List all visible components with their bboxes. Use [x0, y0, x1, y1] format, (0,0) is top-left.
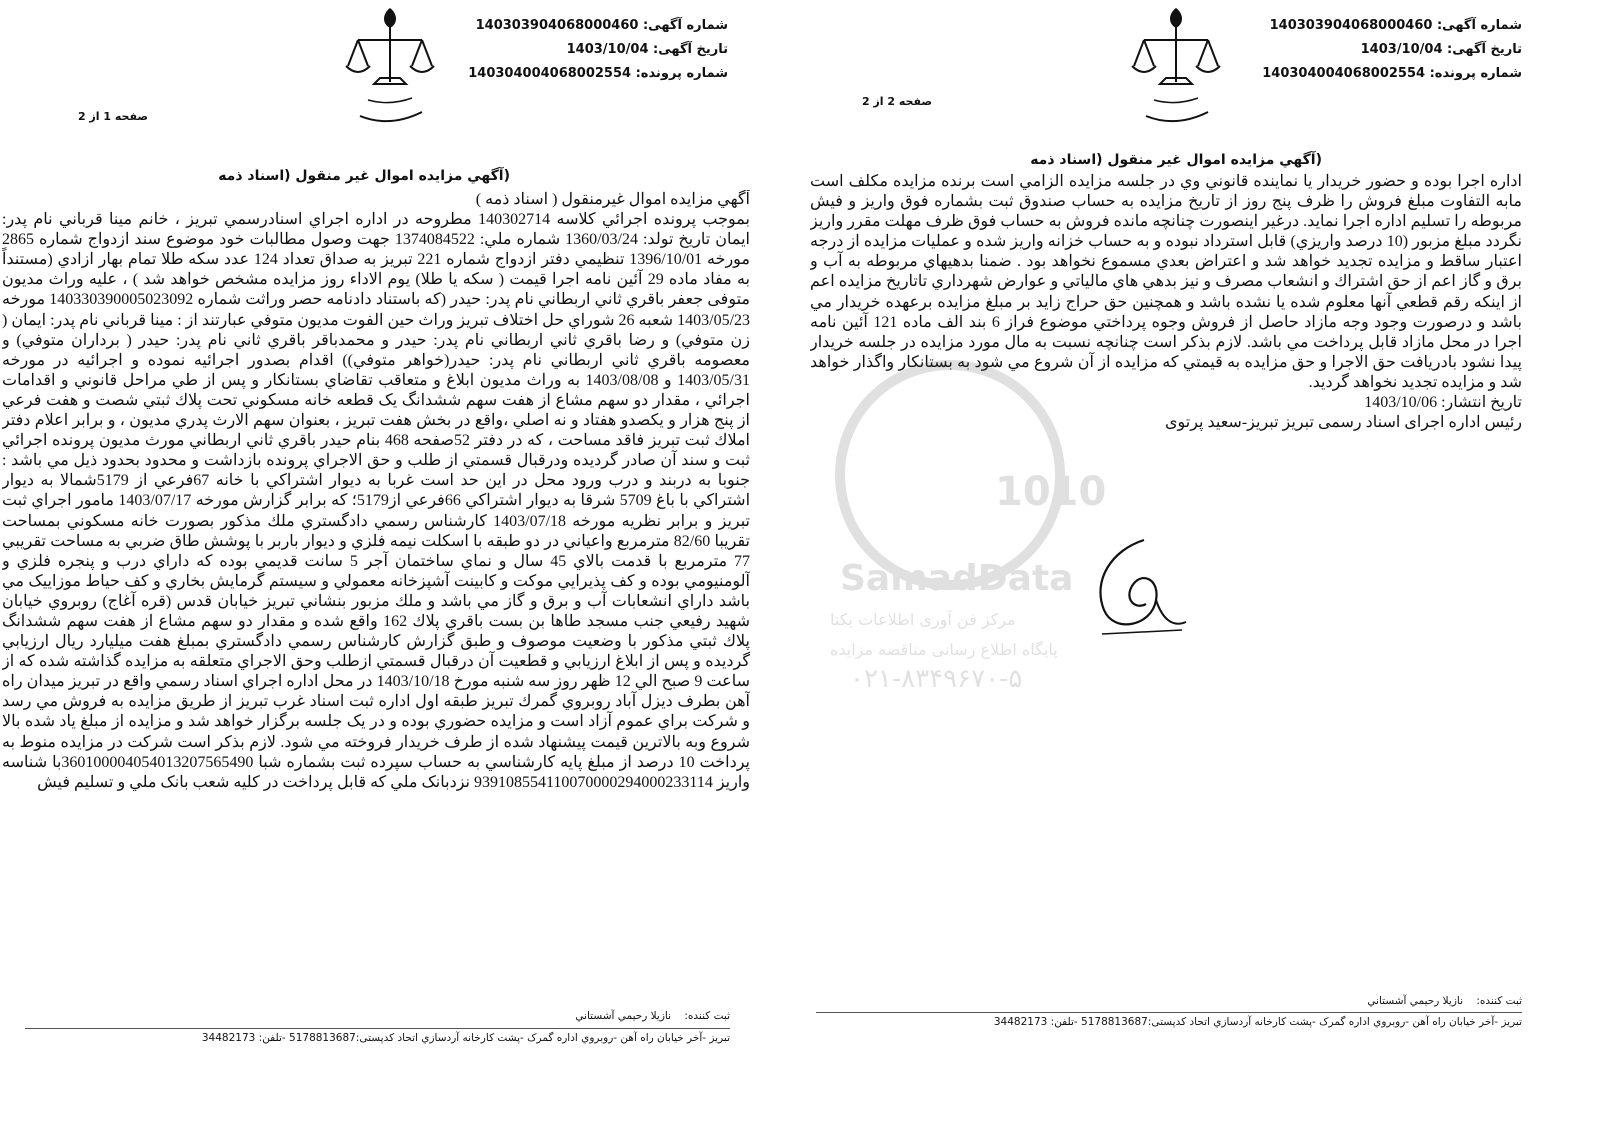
ad-number-label: شماره آگهی: [1436, 18, 1522, 33]
watermark-phone: ۰۲۱-۸۳۴۹۶۷۰-۵ [850, 664, 1023, 694]
judiciary-emblem-logo [1116, 4, 1236, 134]
notice-title: (آگهي مزايده اموال غير منقول (اسناد ذمه [218, 168, 510, 184]
signatory-line: رئیس اداره اجرای اسناد رسمی تبریز تبریز-سعید پرتوی [1164, 414, 1522, 432]
notice-paragraph: اداره اجرا بوده و حضور خريدار يا نماينده قانوني وي در جلسه مزايده الزامي است برنده مزايده مكلف است مابه التفاوت مبلغ فروش را ظرف پنج روز از تاريخ مزايده به حساب صندوق ثبت بشماره فوق واريز و فيش مربوطه را تسليم اداره اجرا نمايد. درغير اينصورت چنانچه مانده فروش به حساب فوق ظرف مهلت مقرر واريز نگردد مبلغ مزبور (10 درصد واريزي) قابل استرداد نبوده و به حساب خزانه واريز شده و عمليات مزايده از درجه اعتبار ساقط و مزايده تجديد خواهد شد و اعتراض بعدي مسموع نخواهد بود . ضمنا بدهيهاي مربوطه به آب و برق و گاز اعم از حق اشتراك و انشعاب مصرف و نيز بدهي هاي مالياتي و عوارض شهرداري تاتاريخ مزايده اعم از اينكه رقم قطعي آنها معلوم شده يا نشده باشد و همچنين حق حراج زايد بر مبلغ مزايده برعهده خريدار مي باشد و درصورت وجود وجه مازاد حاصل از فروش وجوه پرداختي موضوع فراز 6 بند الف ماده 121 آئين نامه اجرا در محل مازاد قابل پرداخت مي باشد. لازم بذكر است چنانچه نسبت به مال مورد مزايده در جلسه خريدار پيدا نشود بادريافت حق الاجرا و حق مزايده به قيمتي كه مزايده از آن شروع مي شود به بستانكار واگذار خواهد شد و مزايده تجديد نخواهد گرديد. [810, 173, 1522, 391]
ad-number: 140303904068000460 [475, 18, 639, 33]
watermark-brand: SamadData [840, 558, 1074, 599]
registrar-label: ثبت کننده: [684, 1010, 730, 1022]
file-number: 140304004068002554 [1262, 66, 1426, 81]
ad-date-label: تاریخ آگهی: [1447, 42, 1522, 57]
ad-date: 1403/10/04 [566, 42, 649, 57]
ad-number: 140303904068000460 [1269, 18, 1433, 33]
page-two [810, 0, 1622, 1126]
notice-paragraph: بموجب پرونده اجرائي كلاسه 140302714 مطروحه در اداره اجراي اسنادرسمي تبريز ، خانم مينا قرباني نام پدر: ايمان تاريخ تولد: 1360/03/24 شماره ملي: 1374084522 جهت وصول مطالبات خود موضوع سند ازدواج شماره 2865 مورخه 1396/10/01 تنظيمي دفتر ازدواج شماره 221 تبريز به صداق تعداد 124 عدد سكه طلا تمام بهار ازادي (مستنداً به مفاد ماده 29 آئين نامه اجرا قيمت ( سكه يا طلا) يوم الاداء روز مزايده مشخص خواهد شد ) ، عليه وراث مدیون متوفی جعفر باقري ثاني اربطاني نام پدر: حيدر (كه باستناد دادنامه حصر وراثت شماره 140330390005023092 مورخه 1403/05/23 شعبه 26 شوراي حل اختلاف تبريز وراث حين الفوت مدیون متوفي عبارتند از : مينا قرباني نام پدر: ايمان ( زن متوفي) و رضا باقري ثاني اربطاني نام پدر: حيدر و محمدباقر باقري ثاني نام پدر: حيدر ( برداران متوفي) و معصومه باقري ثاني اربطاني نام پدر: حيدر(خواهر متوفي)) اقدام بصدور اجرائيه نموده و اجرائيه در مورخه 1403/05/31 و 1403/08/08 به وراث مديون ابلاغ و متعاقب تقاضاي بستانكار و پس از طي مراحل قانوني و اقدامات اجرائي ، مقدار دو سهم مشاع از هفت سهم ششدانگ يک قطعه خانه مسكوني تحت پلاك ثبتي شصت و هفت فرعي از پنج هزار و يكصدو هفتاد و نه اصلي ،واقع در بخش هفت تبريز ، بعنوان سهم الارث پدري مديون ، و برابر اعلام دفتر املاك ثبت تبريز فاقد مساحت ، كه در دفتر 52صفحه 468 بنام حيدر باقري ثاني اربطاني مورث مديون پرونده اجرائي ثبت و سند آن صادر گرديده ودرقبال قسمتي از طلب و حق الاجراي پرونده بازداشت و محدود بحدود ذيل مي باشد : جنوبا به دربند و درب ورود محل در اين حد است غربا به ديوار اشتراكي با خانه 67فرعي از 5179شمالا به ديوار اشتراكي با باغ 5709 شرقا به ديوار اشتراكي 66فرعي از5179؛ كه برابر گزارش مورخه 1403/07/17 مامور اجراي ثبت تبريز و برابر نظريه مورخه 1403/07/18 كارشناس رسمي دادگستري ملك مذكور بصورت خانه مسكوني بمساحت تقريبا 82/60 مترمربع واعياني در دو طبقه با اسكلت نيمه فلزي و ديوار باربر با پوشش طاق ضربي به مساحت تقريبي 77 مترمربع با قدمت بالاي 45 سال و نماي ساختمان آجر 5 سانت قديمي بوده كه داراي درب و پنجره فلزي و آلومنيومي بوده و كف پذيرايي موكت و كابينت آشپزخانه معمولي و سيستم گرمايش بخاري و كف حياط موزاييک مي باشد داراي انشعابات آب و برق و گاز مي باشد و ملك مزبور بنشاني تبريز خيابان قدس (قره آغاج) روبروي خيابان شهيد رفيعي جنب مسجد طاها بن بست باقري پلاك 162 واقع شده و مقدار دو سهم مشاع از هفت سهم ششدانگ پلاك ثبتي مذكور با وضعيت موصوف و طبق گزارش كارشناس رسمي دادگستري بمبلغ هفت ميليارد ريال ارزيابي گرديده و پس از ابلاغ ارزيابي و قطعيت آن درقبال قسمتي ازطلب وحق الاجراي متعلقه به مزايده گذاشته شده كه از ساعت 9 صبح الي 12 ظهر روز سه شنبه مورخ 1403/10/18 در محل اداره اجراي اسناد رسمي واقع در تبريز ميدان راه آهن بطرف ديزل آباد روبروي گمرك تبريز طبقه اول اداره ثبت اسناد غرب تبريز از طريق مزايده به فروش مي رسد و شركت براي عموم آزاد است و مزايده حضوري بوده و در يک جلسه برگزار خواهد شد و مزايده از مبلغ ياد شده بالا شروع وبه بالاترين قيمت پيشنهاد شده از طرف خريدار فروخته مي شود. لازم بذكر است شركت در مزايده منوط به پرداخت 10 درصد از مبلغ پايه كارشناسي به حساب سپرده ثبت بشماره شبا 360100004054013207565490با شناسه واريز 939108554110070000294000233114 نزدبانک ملي كه قابل پرداخت در كليه شعب بانک ملي و تسليم فيش [2, 211, 750, 791]
file-number-label: شماره پرونده: [1429, 66, 1522, 81]
ad-number-label: شماره آگهی: [642, 18, 728, 33]
notice-title: (آگهي مزايده اموال غير منقول (اسناد ذمه [1030, 152, 1322, 168]
page-number-label: صفحه 2 از 2 [861, 95, 932, 108]
file-number: 140304004068002554 [468, 66, 632, 81]
file-number-label: شماره پرونده: [635, 66, 728, 81]
signature-image [1082, 530, 1192, 650]
registrar-label: ثبت کننده: [1476, 995, 1522, 1007]
registrar-name: نازیلا رحیمي آشستاني [575, 1010, 672, 1022]
page-one [0, 0, 800, 1126]
registrar-name: نازیلا رحیمي آشستاني [1367, 995, 1464, 1007]
footer-address: تبریز -آخر خیابان راه آهن -روبروي اداره گمرک -پشت کارخانه آردسازي اتحاد کدپستی:5178813687 -تلفن: 34482173 [993, 1016, 1522, 1028]
page-number-label: صفحه 1 از 2 [77, 110, 148, 123]
registrar-line [575, 1010, 730, 1022]
watermark-tagline: پایگاه اطلاع رسانی مناقصه مزایده [830, 640, 1058, 659]
ad-date-label: تاریخ آگهی: [653, 42, 728, 57]
watermark-caption: مرکز فن آوری اطلاعات یکتا [830, 610, 1016, 629]
notice-subtitle: آگهي مزايده اموال غيرمنقول ( اسناد ذمه ) [475, 191, 750, 208]
notice-body [2, 190, 750, 960]
ad-metadata [468, 14, 728, 86]
ad-date: 1403/10/04 [1360, 42, 1443, 57]
footer-address: تبریز -آخر خیابان راه آهن -روبروي اداره گمرک -پشت کارخانه آردسازي اتحاد کدپستی:5178813687 -تلفن: 34482173 [201, 1032, 730, 1044]
notice-body [810, 172, 1522, 492]
judiciary-emblem-logo [330, 4, 450, 134]
registrar-line [1367, 995, 1522, 1007]
footer-divider [25, 1028, 730, 1029]
publish-date: تاريخ انتشار: 1403/10/06 [1364, 394, 1522, 412]
footer-divider [816, 1012, 1522, 1013]
ad-metadata [1262, 14, 1522, 86]
watermark-digits: 1010 [995, 469, 1107, 515]
